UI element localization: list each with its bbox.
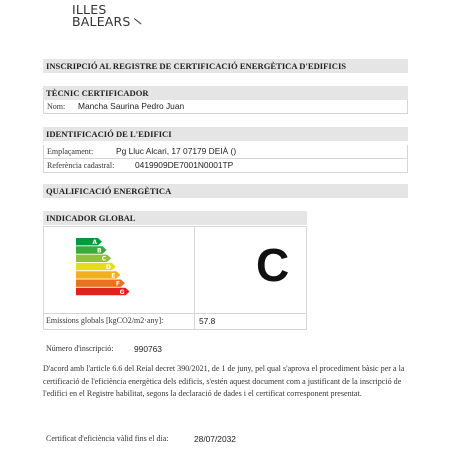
edifici-cadastral-value: 0419909DE7001N0001TP <box>135 160 234 170</box>
tecnic-name-label: Nom: <box>47 102 66 111</box>
indicador-header: INDICADOR GLOBAL <box>43 211 307 225</box>
logo-line-2: BALEARS <box>72 14 131 29</box>
qualificacio-header: QUALIFICACIÓ ENERGÈTICA <box>43 184 408 198</box>
validity-value: 28/07/2032 <box>194 434 236 444</box>
tecnic-name-value: Mancha Saurina Pedro Juan <box>78 101 185 111</box>
energy-grade: C <box>256 239 290 291</box>
logo-line-1: ILLES <box>72 2 107 17</box>
indicador-divider <box>194 226 195 314</box>
energy-class-e-letter: E <box>111 272 116 280</box>
inscripcio-value: 990763 <box>134 344 162 354</box>
logo-slash-icon <box>134 18 142 25</box>
legal-paragraph: D'acord amb l'article 6.6 del Reial decret 390/2021, de 1 de juny, pel qual s'aprova el procediment bàsic per a la certificació de l'eficiència energètica dels edificis, s'estén aquest document com a justificant de la inscripció de l'edifici en el Registre habilitat, segons la declaració de dades i el certificat corresponent presentat. <box>43 364 405 398</box>
energy-class-f-letter: F <box>115 280 120 288</box>
emissions-value: 57.8 <box>199 316 216 326</box>
energy-scale-icon <box>76 238 132 298</box>
tecnic-name-row <box>43 100 408 114</box>
edifici-cadastral-label: Referència cadastral: <box>47 161 115 170</box>
edifici-location-value: Pg Lluc Alcari, 17 07179 DEIÀ () <box>116 146 237 156</box>
energy-class-g-letter: G <box>119 288 125 296</box>
energy-class-d-letter: D <box>105 264 111 271</box>
title-bar: INSCRIPCIÓ AL REGISTRE DE CERTIFICACIÓ ENERGÈTICA D'EDIFICIS <box>43 59 408 73</box>
illes-balears-logo <box>72 4 131 28</box>
energy-class-b-letter: B <box>97 247 102 255</box>
energy-class-a-letter: A <box>92 239 97 247</box>
validity-label: Certificat d'eficiència vàlid fins el dia: <box>46 434 169 443</box>
edifici-header: IDENTIFICACIÓ DE L'EDIFICI <box>43 127 408 141</box>
edifici-location-row <box>43 145 408 159</box>
emissions-divider <box>194 314 195 329</box>
edifici-location-label: Emplaçament: <box>47 147 94 156</box>
edifici-cadastral-row <box>43 159 408 173</box>
energy-class-b-bar <box>76 246 107 253</box>
tecnic-header: TÈCNIC CERTIFICADOR <box>43 86 408 100</box>
emissions-row <box>43 314 307 330</box>
energy-class-c-letter: C <box>101 255 107 263</box>
energy-class-a-bar <box>76 238 102 245</box>
inscripcio-label: Número d'inscripció: <box>46 344 114 353</box>
emissions-label: Emissions globals [kgCO2/m2·any]: <box>46 316 164 325</box>
